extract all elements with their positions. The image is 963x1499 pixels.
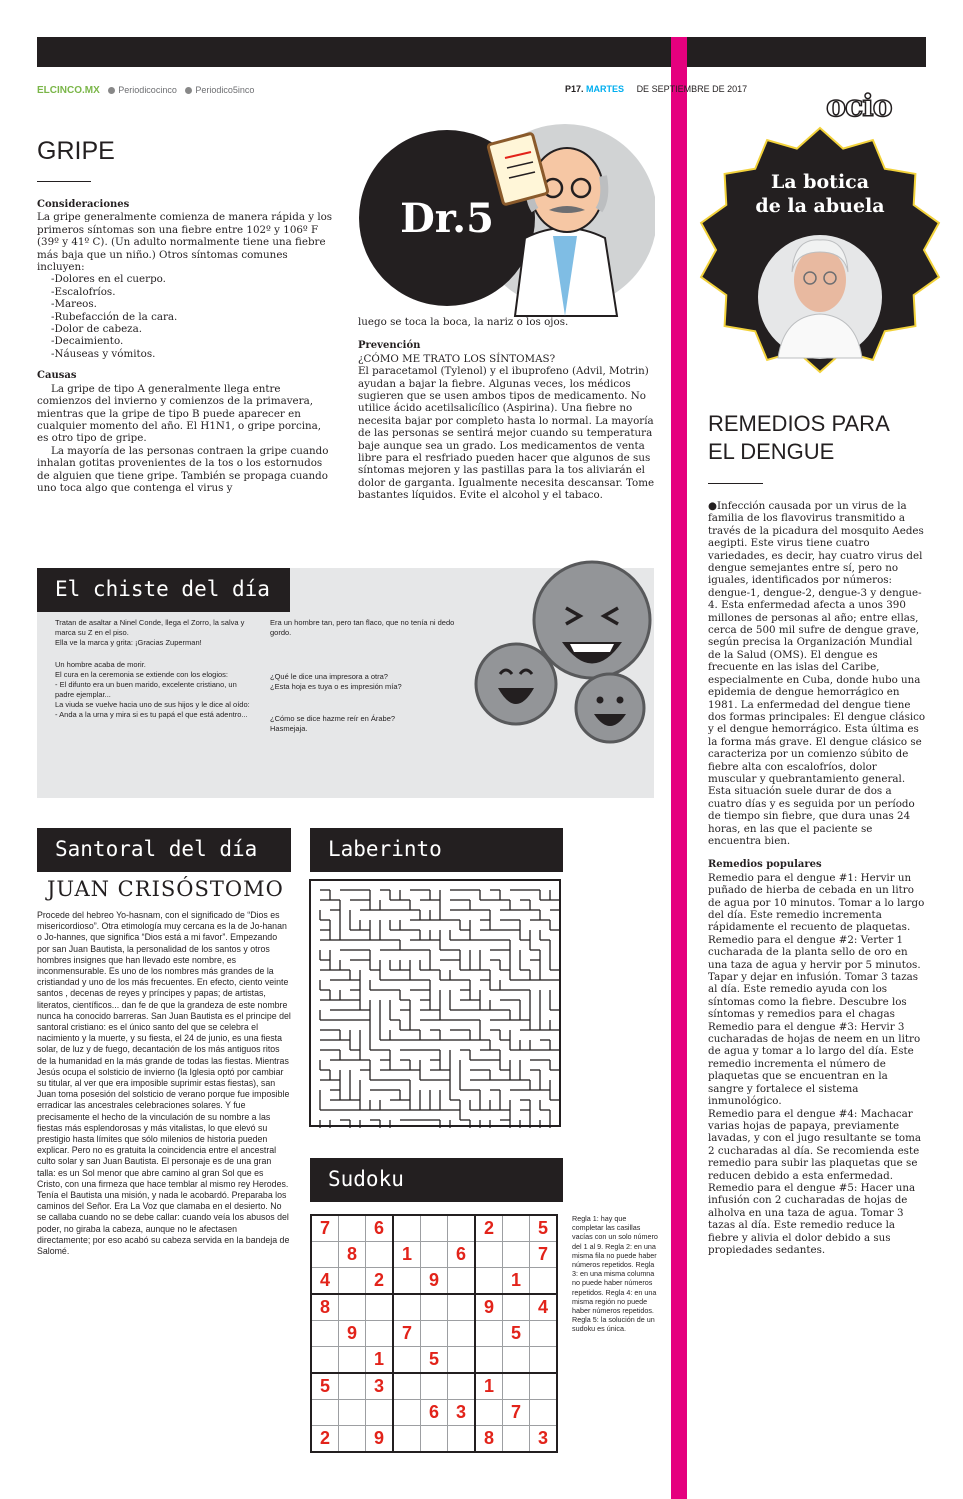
prevencion-question: ¿CÓMO ME TRATO LOS SÍNTOMAS? [358,352,556,365]
sudoku-cell[interactable] [339,1400,366,1426]
sudoku-cell[interactable] [311,1347,339,1374]
sudoku-cell[interactable] [421,1373,448,1400]
sudoku-cell[interactable]: 7 [530,1242,558,1268]
sudoku-cell[interactable]: 9 [366,1426,394,1453]
chiste-line: El cura en la ceremonia se extiende con los elogios: [55,670,229,679]
chiste-line: - Anda a la urna y mira si es tu papá el que está adentro... [55,710,248,719]
sudoku-cell[interactable] [475,1400,503,1426]
sudoku-cell[interactable]: 3 [366,1373,394,1400]
remedio-5: Remedio para el dengue #5: Hacer una infusión con 2 cucharadas de hojas de alholva en una taza de agua. Tomar 3 tazas al día. Este remedio reduce la fiebre y alivia el dolor debido a sus propiedades sedantes. [708,1181,916,1256]
sudoku-cell[interactable]: 8 [339,1242,366,1268]
sudoku-cell[interactable]: 8 [475,1426,503,1453]
chiste-line: La viuda se vuelve hacia uno de sus hijos y le dice al oído: [55,700,250,709]
laughing-faces-illustration [470,560,660,770]
sudoku-cell[interactable] [339,1426,366,1453]
remedios-heading: Remedios populares [708,859,822,871]
sudoku-cell[interactable] [530,1347,558,1374]
sudoku-cell[interactable] [339,1347,366,1374]
sudoku-cell[interactable]: 3 [530,1426,558,1453]
sudoku-cell[interactable] [421,1294,448,1321]
laberinto-title: Laberinto [310,828,563,872]
sudoku-cell[interactable] [339,1215,366,1242]
facebook-icon [108,87,115,94]
section-logo: ocio [826,89,892,124]
sudoku-cell[interactable] [339,1294,366,1321]
sudoku-grid[interactable] [310,1214,558,1453]
causas-paragraph-1: La gripe de tipo A generalmente llega entre comienzos del invierno y comienzos de la primavera, mientras que la gripe de tipo B puede aparecer en cualquier momento del año. El H1N1, o gripe porcina, es otro tipo de gripe. [37,382,322,445]
sudoku-cell[interactable] [448,1321,476,1347]
laughing-teeth [570,644,614,652]
gripe-title-rule [37,181,91,182]
symptom-item: -Rubefacción de la cara. [51,310,178,323]
remedios-text: Remedio para el dengue #1: Hervir un puñado de hierba de cebada en un litro de agua por 10 minutos. Tomar a lo largo del día. Este remedio incrementa rápidamente el recuento de plaquetas. Remedio para el dengue #2: Verter 1 cucharada de la planta sello de oro en una taza de agua y hervir por 5 minutos. Tapar y dejar en infusión. Tomar 3 tazas al día. Este remedio ayuda con los síntomas como la fiebre. Descubre los síntomas y remedios para el chagas [708,871,925,1021]
sudoku-cell[interactable] [448,1215,476,1242]
maze-border [310,880,560,1126]
sudoku-row [311,1268,557,1295]
sudoku-cell[interactable] [421,1215,448,1242]
sudoku-cell[interactable]: 2 [311,1426,339,1453]
sudoku-rules: Regla 1: hay que completar las casillas vacías con un solo número del 1 al 9. Regla 2: en una misma fila no puede haber números repetidos. Regla 3: en una misma columna no puede haber números repetidos. Regla 4: en una misma región no puede haber números repetidos. Regla 5: la solución de un sudoku es única. [572,1214,658,1334]
sudoku-cell[interactable] [475,1242,503,1268]
gripe-column-1 [37,199,333,494]
sudoku-cell[interactable] [503,1373,530,1400]
symptom-item: -Náuseas y vómitos. [51,347,156,360]
sudoku-row [311,1400,557,1426]
date-rest: DE SEPTIEMBRE DE 2017 [636,84,748,94]
sudoku-cell[interactable] [503,1294,530,1321]
botica-line2: de la abuela [755,195,885,217]
sudoku-cell[interactable] [393,1268,421,1295]
sudoku-cell[interactable]: 1 [393,1242,421,1268]
sudoku-cell[interactable] [339,1268,366,1295]
botica-line1: La botica [770,171,870,193]
sudoku-cell[interactable]: 5 [530,1215,558,1242]
sudoku-cell[interactable] [393,1294,421,1321]
sudoku-cell[interactable] [530,1268,558,1295]
sudoku-cell[interactable] [503,1347,530,1374]
sudoku-cell[interactable] [311,1321,339,1347]
dengue-intro: Infección causada por un virus de la familia de los flavovirus transmitido a través de la picadura del mosquito Aedes aegipti. Este virus tiene cuatro variedades, es decir, hay cuatro virus del dengue semejantes entre sí, pero no iguales, identificados por números: dengue-1, dengue-2, dengue-3 y dengue-4. Esta enfermedad afecta a unos 390 millones de personas al año; entre ellas, cerca de 500 mil sufre de dengue grave, según precisa la Organización Mundial de la Salud (OMS). El dengue es frecuente en las islas del Caribe, especialmente en Cuba, donde hubo una epidemia de dengue hemorrágico en 1981. La enfermedad del dengue tiene dos formas principales: El dengue clásico y el dengue hemorrágico. Esta última es la forma más grave. El dengue clásico se caracteriza por un comienzo súbito de fiebre alta con escalofríos, dolor muscular y quebrantamiento general. Esta situación suele durar de dos a cuatro días y es seguida por un período de tiempo sin fiebre, que dura unas 24 horas, en las que el paciente se encuentra bien. [708,500,926,847]
sudoku-title: Sudoku [310,1158,563,1202]
dr5-label: Dr.5 [400,195,494,242]
dengue-body [708,500,926,1256]
sudoku-cell[interactable] [366,1400,394,1426]
sudoku-cell[interactable] [393,1400,421,1426]
sudoku-cell[interactable] [530,1400,558,1426]
botica-badge [694,112,946,392]
sudoku-cell[interactable] [311,1242,339,1268]
dengue-title-line1: REMEDIOS PARA [708,411,890,436]
sudoku-cell[interactable]: 9 [421,1268,448,1295]
consideraciones-text: La gripe generalmente comienza de manera rápida y los primeros síntomas son una fiebre entre 102º y 106º F (39º y 41º C). (Un adulto normalmente tiene una fiebre más baja que un niño.) Otros síntomas comunes incluyen: [37,211,333,274]
happy-face-icon [576,674,644,742]
symptom-item: -Decaimiento. [51,335,124,348]
sudoku-row [311,1347,557,1374]
page-number: P17. [565,84,584,94]
maze-puzzle[interactable] [308,878,562,1128]
header-date [565,84,747,94]
sudoku-cell[interactable] [475,1347,503,1374]
santoral-name: JUAN CRISÓSTOMO [47,877,284,901]
sudoku-cell[interactable] [475,1321,503,1347]
sudoku-cell[interactable] [448,1373,476,1400]
sudoku-cell[interactable] [393,1426,421,1453]
gripe-col2-start: luego se toca la boca, la nariz o los ojos. [358,316,569,328]
dr5-illustration [355,118,655,318]
weekday: MARTES [586,84,625,94]
sudoku-cell[interactable] [366,1321,394,1347]
prevencion-heading: Prevención [358,340,421,352]
causas-paragraph-2: La mayoría de las personas contraen la gripe cuando inhalan gotitas provenientes de la tos o los estornudos de alguien que tiene gripe. También se propaga cuando uno toca algo que contenga el virus y [37,444,329,494]
symptom-item: -Escalofríos. [51,285,116,298]
sudoku-cell[interactable] [366,1294,394,1321]
dengue-title-rule [708,483,763,484]
sudoku-cell[interactable] [448,1347,476,1374]
happy-eye [617,697,624,704]
santoral-text: Procede del hebreo Yo-hasnam, con el significado de “Dios es misericordioso”. Otra etimología muy cercana es la de Jo-hanan o Jo-hannes, que significa “Dios está a mi favor”. Empezando por san Juan Bautista, la personalidad de los santos y otros hombres insignes que han llevado este nombre, es inconmensurable. Es uno de los nombres más grandes de la cristiandad y uno de los más frecuentes. En efecto, ciento veinte santos , decenas de reyes y príncipes y papas; de artistas, literatos, científicos... dan fe de que la grandeza de este nombre nunca ha conocido barreras. San Juan Bautista es el principe del santoral cristiano: es el único santo del que se celebra el nacimiento y la muerte, y su fiesta, el 24 de junio, es una fiesta solar, de luz y de fuego, decantación de los más antiguos ritos de la humanidad en la más grande de todas las fiestas. Mientras Jesús ocupa el solsticio de invierno (la Iglesia optó por cambiar su titular, al ver que era imposible suprimir estas fiestas), san Juan toma posesión del solsticio de verano porque fue imposible erradicar las ancestrales celebraciones solares. Y fue precisamente el hecho de la vinculación de su nombre a las fiestas más esplendorosas y más vitalistas, lo que elevó su prestigio hasta límites que sólo milenios de historia pueden explicar. Pero no es gratuita la coincidencia entre el ancestral culto solar y san Juan Bautista. El personaje es de una gran talla: es un Sol menor que abre camino al gran Sol que es Cristo, con una firmeza que hace temblar al mismo rey Herodes. Tenía el Bautista una misión, y nada le acobardó. Preparaba los caminos del Señor. Era La Voz que clamaba en el desierto. No se callaba cuando no se debe callar: cuando veía los abusos del poder, no giraba la cabeza, aunque no le afectasen directamente; por eso acabó su cabeza servida en la bandeja de Salomé. [37,910,291,1257]
sudoku-cell[interactable]: 8 [311,1294,339,1321]
date-number: 12 [624,84,635,94]
sudoku-row [311,1373,557,1400]
sudoku-cell[interactable] [503,1242,530,1268]
causas-heading: Causas [37,370,77,382]
sudoku-cell[interactable] [503,1215,530,1242]
sudoku-cell[interactable]: 3 [448,1400,476,1426]
chiste-line: Tratan de asaltar a Ninel Conde, llega el Zorro, la salva y marca su Z en el piso. [55,618,245,637]
symptom-item: -Dolor de cabeza. [51,323,143,336]
sudoku-cell[interactable]: 5 [421,1347,448,1374]
twitter-icon [185,87,192,94]
dengue-title-line2: EL DENGUE [708,439,835,464]
sudoku-cell[interactable] [421,1321,448,1347]
top-black-bar [37,37,926,67]
dengue-title [708,410,928,466]
gripe-column-2 [358,316,658,502]
sudoku-cell[interactable] [530,1373,558,1400]
sudoku-cell[interactable] [393,1373,421,1400]
remedio-3: Remedio para el dengue #3: Hervir 3 cucharadas de hojas de neem en un litro de agua y tomar a lo largo del día. Este remedio incrementa el número de plaquetas que se encuentran en la sangre y fortalece el sistema inmunológico. [708,1020,921,1108]
header-left [37,85,254,96]
social-facebook[interactable]: Periodicocinco [118,85,177,95]
bullet-icon: ● [708,500,717,512]
sudoku-cell[interactable]: 5 [503,1321,530,1347]
chiste-line: ¿Qué le dice una impresora a otra? [270,672,388,681]
sudoku-cell[interactable]: 6 [366,1215,394,1242]
sudoku-cell[interactable] [421,1426,448,1453]
sudoku-cell[interactable] [530,1321,558,1347]
social-twitter[interactable]: Periodico5inco [195,85,255,95]
sudoku-cell[interactable]: 7 [503,1400,530,1426]
sudoku-row [311,1242,557,1268]
sudoku-cell[interactable]: 5 [311,1373,339,1400]
sudoku-cell[interactable]: 7 [393,1321,421,1347]
sudoku-row [311,1215,557,1242]
pink-divider-bar [671,37,687,1499]
chiste-col-1 [55,618,255,720]
sudoku-cell[interactable]: 6 [421,1400,448,1426]
sudoku-row [311,1294,557,1321]
happy-eye [597,697,604,704]
chiste-line: Un hombre acaba de morir. [55,660,146,669]
sudoku-cell[interactable] [393,1215,421,1242]
sudoku-cell[interactable] [421,1242,448,1268]
sudoku-cell[interactable]: 9 [339,1321,366,1347]
chiste-line: Ella ve la marca y grita: ¡Gracias Zuperman! [55,638,202,647]
sudoku-cell[interactable]: 4 [530,1294,558,1321]
sudoku-cell[interactable]: 2 [475,1215,503,1242]
smiling-face-icon [476,644,556,724]
sudoku-cell[interactable]: 1 [366,1347,394,1374]
chiste-line: - El difunto era un buen marido, excelente cristiano, un padre ejemplar... [55,680,237,699]
sudoku-cell[interactable] [448,1426,476,1453]
chiste-line: Hasmejaja. [270,724,308,733]
prevencion-text: El paracetamol (Tylenol) y el ibuprofeno (Advil, Motrin) ayudan a bajar la fiebre. Algunas veces, los médicos sugieren que se usen ambos tipos de medicamento. No utilice ácido acetilsalicílico (Aspirina). Una fiebre no necesita bajar por completo hasta lo normal. La mayoría de las personas se sentirá mejor cuando su temperatura baje aunque sea un grado. Los medicamentos de venta libre para el resfriado pueden hacer que algunos de sus síntomas mejoren y las pastillas para la tos aliviarán el dolor de garganta. Igualmente necesita descansar. Tome bastantes líquidos. Evite el alcohol y el tabaco. [358,365,655,502]
sudoku-cell[interactable]: 9 [475,1294,503,1321]
sudoku-cell[interactable]: 6 [448,1242,476,1268]
sudoku-cell[interactable]: 7 [311,1215,339,1242]
symptom-item: -Dolores en el cuerpo. [51,273,166,286]
santoral-title: Santoral del día [37,828,291,872]
sudoku-row [311,1426,557,1453]
sudoku-row [311,1321,557,1347]
remedio-4: Remedio para el dengue #4: Machacar varias hojas de papaya, previamente lavadas, y con el jugo resultante se toma 2 cucharadas al día. Se recomienda este remedio para subir las plaquetas que se reducen debido a esta enfermedad. [708,1107,921,1182]
chiste-line: Era un hombre tan, pero tan flaco, que no tenía ni dedo gordo. [270,618,455,637]
sudoku-cell[interactable]: 2 [366,1268,394,1295]
consideraciones-heading: Consideraciones [37,199,130,210]
chiste-line: ¿Cómo se dice hazme reír en Árabe? [270,714,396,723]
symptom-item: -Mareos. [51,298,97,311]
sudoku-cell[interactable]: 1 [503,1268,530,1295]
sudoku-cell[interactable] [393,1347,421,1374]
sudoku-cell[interactable] [448,1294,476,1321]
sudoku-cell[interactable]: 4 [311,1268,339,1295]
site-name[interactable]: ELCINCO.MX [37,85,100,96]
sudoku-cell[interactable] [311,1400,339,1426]
chiste-col-2 [270,618,465,734]
chiste-title: El chiste del día [37,568,290,612]
chiste-line: ¿Esta hoja es tuya o es impresión mía? [270,682,402,691]
sudoku-cell[interactable] [366,1242,394,1268]
sudoku-cell[interactable]: 1 [475,1373,503,1400]
sudoku-cell[interactable] [339,1373,366,1400]
sudoku-cell[interactable] [475,1268,503,1295]
sudoku-cell[interactable] [448,1268,476,1295]
gripe-title: GRIPE [37,137,115,165]
sudoku-cell[interactable] [503,1426,530,1453]
grandma-face [794,248,846,312]
